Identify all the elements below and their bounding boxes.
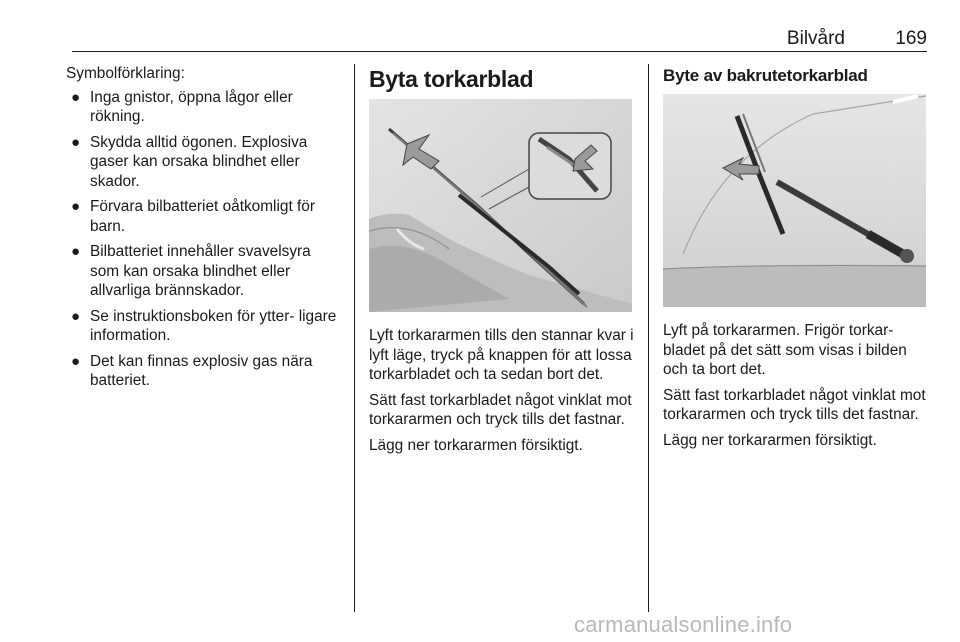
list-item xyxy=(66,352,341,391)
bullet-icon: ● xyxy=(71,307,81,325)
bullet-icon: ● xyxy=(71,88,81,106)
list-item xyxy=(66,88,341,127)
bullet-icon: ● xyxy=(71,243,81,260)
list-item xyxy=(66,307,341,346)
page-header xyxy=(72,26,927,50)
column-divider-2 xyxy=(648,64,649,612)
rear-wiper-text xyxy=(663,321,928,456)
list-item-text: Det kan finnas explosiv gas nära batteriet. xyxy=(90,352,313,389)
list-item-text: Förvara bilbatteriet oåtkomligt för barn. xyxy=(90,198,315,235)
column-symbol-legend xyxy=(66,64,341,397)
list-item xyxy=(66,133,341,192)
wiper-blade-heading: Byta torkarblad xyxy=(369,66,534,92)
page-number: 169 xyxy=(895,28,927,49)
paragraph: Sätt fast torkarbladet något vinklat mot torkararmen och tryck tills det fastnar. xyxy=(663,386,926,423)
list-item-text: Se instruktionsboken för ytter- ligare information. xyxy=(90,307,337,344)
paragraph: Lyft torkararmen tills den stannar kvar i lyft läge, tryck på knappen för att lossa torkarbladet och ta sedan bort det. xyxy=(369,327,634,383)
header-rule xyxy=(72,51,927,52)
list-item-text: Inga gnistor, öppna lågor eller rökning. xyxy=(90,88,293,125)
rear-wiper-heading: Byte av bakrutetorkarblad xyxy=(663,66,868,85)
section-title: Bilvård xyxy=(786,28,845,49)
paragraph: Lägg ner torkararmen försiktigt. xyxy=(369,436,583,454)
legend-intro: Symbolförklaring: xyxy=(66,65,185,82)
windscreen-wiper-illustration xyxy=(369,99,632,312)
list-item-text: Bilbatteriet innehåller svavelsyra som kan orsaka blindhet eller allvarliga brännskador. xyxy=(90,243,311,299)
list-item-text: Skydda alltid ögonen. Explosiva gaser kan orsaka blindhet eller skador. xyxy=(90,133,308,190)
site-watermark[interactable]: carmanualsonline.info xyxy=(574,612,793,637)
column-rear-wiper xyxy=(663,64,928,88)
column-divider-1 xyxy=(354,64,355,612)
bullet-icon: ● xyxy=(71,198,81,215)
wiper-blade-text xyxy=(369,326,634,461)
column-wiper-blade xyxy=(369,64,634,94)
list-item xyxy=(66,197,341,236)
list-item xyxy=(66,242,341,301)
paragraph: Lägg ner torkararmen försiktigt. xyxy=(663,431,877,449)
bullet-icon: ● xyxy=(71,133,81,151)
rear-wiper-illustration xyxy=(663,94,926,307)
paragraph: Sätt fast torkarbladet något vinklat mot torkararmen och tryck tills det fastnar. xyxy=(369,391,632,428)
paragraph: Lyft på torkararmen. Frigör torkar- bladet på det sätt som visas i bilden och ta bort det. xyxy=(663,322,907,378)
legend-list xyxy=(66,88,341,391)
bullet-icon: ● xyxy=(71,352,81,370)
